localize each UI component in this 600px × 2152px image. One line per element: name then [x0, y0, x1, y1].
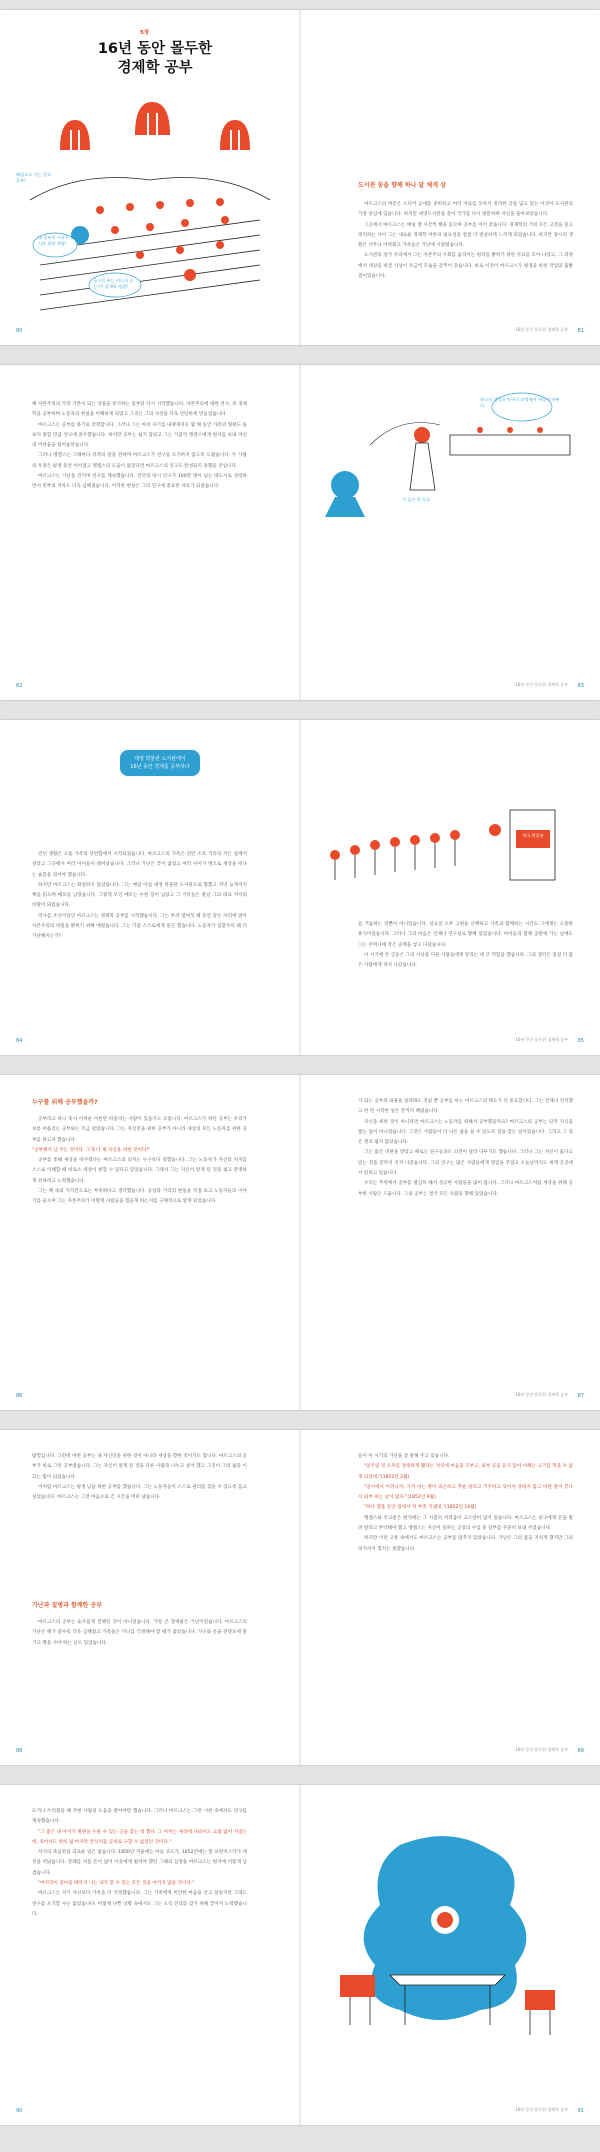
quote: "공부해서 남 주는 것이다. 그게 다 제 자신을 위한 것이다!" [32, 1147, 151, 1153]
paragraph: 런던 생활은 으뜸 가족의 단란함에서 시작되었습니다. 마르크스의 가족은 런던 소호 거리의 작은 집에서 살았고 그곳에서 여러 아이들이 태어났습니다. 그러나 가난은 끝이 없었고 여러 아이가 병으로 세상을 떠나는 슬픔을 겪어야 했습니다. [32, 852, 247, 878]
page-number: 90 [16, 2108, 23, 2114]
spread-6 [0, 1785, 600, 2125]
running-head: 16년 동안 몰두한 경제학 공부 [515, 1747, 568, 1752]
desk-illustration [330, 1825, 570, 2045]
paragraph: 가 되는 공부의 내용을 살펴봐도 것일 뿐 공부를 하는 마르크스의 태도가 더 중요합니다. 그는 언제나 진지했고 한 번 시작한 일은 끝까지 해냈습니다. [358, 1099, 573, 1115]
museum-illustration [320, 800, 580, 890]
caption-top: 하나의 생각과 연구의 과정에서 세상이 바뀐다. [480, 397, 560, 408]
running-head: 16년 동안 몰두한 경제학 공부 [515, 327, 568, 332]
quote: "하나 열흘 동안 집에서 저 부족 지냈네."(1852년 10월) [364, 1505, 477, 1511]
body-text [358, 1452, 573, 1555]
body-text [358, 200, 573, 282]
speech-2: 내 공부의 시작은 도서관 뒤편 책장! [38, 235, 75, 246]
blue-figure [331, 471, 359, 499]
library-drawing [20, 80, 280, 320]
page-88 [0, 1430, 300, 1765]
museum-sign: 영국 박물관 [522, 833, 544, 838]
running-head: 16년 동안 몰두한 경제학 공부 [515, 1037, 568, 1042]
quote: "일시에서 이러니까, 가까 아는 병이 피곤하고 추운 달리고 거주하고 있어서 상하지 않고 비싼 말이 끝나서 외부 쉬는 날이 없다."(1852년 9월) [358, 1484, 573, 1501]
page-number: 81 [577, 328, 584, 334]
page-number: 85 [577, 1038, 584, 1044]
page-84 [0, 720, 300, 1055]
desk-drawing [330, 1825, 570, 2045]
paragraph: 도서관의 창가 자리에서 그는 자본주의 사회를 움직이는 원리를 밝히기 위한 자료를 모아 나갔고, 그 과정에서 세상을 바꿀 사상이 조금씩 모습을 갖추어 갔습니다. 바로 이것이 마르크스가 평생을 바친 작업의 출발점이었습니다. [358, 253, 573, 280]
paragraph: 엥겔스와 주고받은 편지에는 그 시절의 어려움이 고스란히 담겨 있습니다. 마르크스는 친구에게 돈을 빌려 달라고 부탁해야 했고 엥겔스는 자신이 일하는 공장의 수입 중 일부를 꾸준히 보내 주었습니다. [358, 1515, 573, 1532]
bubble-line1: 대영 박물관 도서관에서 [134, 756, 186, 762]
speech-3: 국가의 부는 어디서 오는가? 경제학 정말! [93, 278, 134, 289]
bubble-line2: 16년 동안 경제를 공부하다 [130, 764, 190, 770]
marx-engels-illustration [310, 385, 590, 525]
red-chair-right [525, 1990, 555, 2010]
library-illustration [16, 80, 280, 320]
quote: "그 좋은 내 아이가 병원을 누울 수 있는 곳을 찾는 데 했다. 그 아이는 세상에 나와서도 요람 없이 지냈는데, 죽어서도 편히 쉴 마지막 안식처를 곧바로 구할 수 없었던 것이다." [32, 1829, 247, 1845]
paragraph: 역사를 조선이었던 마르크스는 경제학 공부를 시작했습니다. 그는 무려 열여섯 해 동안 같은 자리에 앉아 자본주의의 비밀을 밝히기 위해 애썼습니다. 그는 가끔 스스로에게 묻곤 했습니다. 노동자가 일할수록 왜 더 가난해지는가? [32, 913, 247, 940]
body-text-2 [32, 1618, 247, 1649]
page-87 [300, 1075, 600, 1410]
page-82 [0, 365, 300, 700]
body-text [32, 400, 247, 493]
paragraph: 하지만 마르크스는 좌절하지 않았습니다. 그는 매일 아침 대영 박물관 도서관으로 향했고 저녁 늦게까지 책을 읽으며 메모를 남겼습니다. 그렇게 모인 메모는 수천 장이 넘었고 그 기록들은 훗날 그의 대표 저서의 바탕이 되었습니다. [32, 882, 247, 909]
page-number: 80 [16, 328, 23, 334]
paragraph: 를 거듭하는 것뿐이 아니었습니다. 일요일 오후 고원을 산책하고 가족과 함께하는 시간도 그에게는 소중한 휴식이었습니다. 그러나 그의 마음은 언제나 연구실로 향해 있었습니다. 아이들과 함께 공원에 가는 날에도 그는 주머니에 작은 공책을 넣고 다녔습니다. [358, 922, 573, 948]
subheading: 가난과 질병과 함께한 공부 [32, 1602, 103, 1609]
running-head: 16년 동안 몰두한 경제학 공부 [515, 1392, 568, 1397]
page-number: 83 [577, 683, 584, 689]
spread-4 [0, 1075, 600, 1410]
page-86 [0, 1075, 300, 1410]
paragraph: 마르크스는 가난을 견디며 연구를 계속했습니다. 런던의 당시 인구가 100만 명이 넘는 대도시로 성장하면서 빈부의 격차도 더욱 심해졌습니다. 이러한 현실은 그의 연구에 중요한 자료가 되었습니다. [32, 474, 247, 490]
page-number: 91 [577, 2108, 584, 2114]
page-number: 82 [16, 683, 23, 689]
red-arch-windows [60, 102, 250, 150]
paragraph: 그러나 엥겔스는 그때마다 격려의 말을 전하며 마르크스가 연구를 포기하지 않도록 도왔습니다. 두 사람의 우정은 평생 동안 이어졌고 엥겔스의 도움이 없었다면 마르크스의 연구도 완성되지 못했을 것입니다. [32, 453, 247, 469]
paragraph: 우리는 주위에서 공부를 열심히 해서 성공한 사람들을 많이 봅니다. 그러나 마르크스처럼 세상을 위해 공부한 사람은 드뭅니다. 그의 공부는 결국 모든 사람을 향해 있었습니다. [358, 1181, 573, 1197]
spread-1 [0, 10, 600, 345]
page-number: 84 [16, 1038, 23, 1044]
page-number: 88 [16, 1748, 23, 1754]
page-91 [300, 1785, 600, 2125]
running-head: 16년 동안 몰두한 경제학 공부 [515, 682, 568, 687]
paragraph: 하지만 이런 고통 속에서도 마르크스는 공부를 멈추지 않았습니다. 가난은 그의 몸을 지치게 했지만 그의 의지까지 꺾지는 못했습니다. [358, 1536, 573, 1552]
page-89 [300, 1430, 600, 1765]
paragraph: 자신을 위한 것이 아니라면 마르크스는 노동자를 위해서 공부했을까요? 마르크스의 공부는 단지 지식을 쌓는 일이 아니었습니다. 그것은 사람들이 더 나은 삶을 살 수 있도록 길을 찾는 일이었습니다. 그리고 그 길은 결코 쉽지 않았습니다. [358, 1119, 573, 1146]
page-number: 89 [577, 1748, 584, 1754]
spread-3 [0, 720, 600, 1055]
body-text [358, 920, 573, 971]
subheading: 누구를 위해 공부했을까? [32, 1099, 98, 1106]
page-80 [0, 10, 300, 345]
paragraph: 공부를 통해 세상을 바꾸겠다는 마르크스의 의지는 누구보다 강했습니다. 그는 노동자가 자신의 처지를 스스로 이해할 때 비로소 세상이 변할 수 있다고 믿었습니다. 그래서 그는 자신이 알게 된 것을 쉽고 분명하게 전하려고 노력했습니다. [32, 1158, 247, 1184]
paragraph: 그곳에서 마르크스는 매일 열 시간씩 책을 읽으며 공부를 이어 갔습니다. 경제학의 거의 모든 고전을 읽고 정리하는 사이 그는 새로운 경제학 이론의 필요성을 점점 더 절실하게 느끼게 되었습니다. 하지만 당시의 생활은 너무나 어려웠고 가족들은 가난에 시달렸습니다. [358, 222, 573, 249]
page-90 [0, 1785, 300, 2125]
body-text [358, 1097, 573, 1200]
paragraph: 뜨거나 쓰러졌을 때 주변 사람의 도움을 받아야만 했습니다. 그러나 마르크스는 그런 시련 속에서도 연구를 계속했습니다. [32, 1809, 247, 1825]
chapter-title-line2: 경제학 공부 [117, 60, 193, 76]
paragraph: 이 시기에 쓴 글들은 그의 사상을 다른 사람들에게 알리는 데 큰 역할을 했습니다. 그의 생각은 점점 더 많은 사람에게 퍼져 나갔습니다. [358, 952, 573, 969]
spread-5 [0, 1430, 600, 1765]
paragraph: 자식의 죽음만큼 괴로운 일은 없습니다. 1850년 겨울에는 아들 귀도가, 1852년에는 딸 프란치스카가 세상을 떠났습니다. 장례를 치를 돈이 없어 이웃에게 빌려야 했던 그때의 심정을 마르크스는 편지에 이렇게 남겼습니다. [32, 1850, 247, 1876]
callout-bubble [120, 750, 200, 776]
caption-bottom: 이 둘은 한 동료 [402, 497, 431, 502]
body-text [32, 850, 247, 943]
chapter-kicker: 5장 [140, 30, 150, 36]
paragraph: 탐험입니다. 그런데 어떤 공부는 내 자신만을 위한 것이 아니라 세상을 향한 것이기도 합니다. 마르크스의 공부가 바로 그런 공부였습니다. 그는 자신이 알게 된 것을 다른 사람과 나누고 싶어 했고 그것이 그의 삶을 이끄는 힘이 되었습니다. [32, 1454, 247, 1480]
speech-1: 레임으로 가는 길도 공부! [16, 172, 52, 183]
paragraph: 들이 이 시기의 가난을 잘 말해 주고 있습니다. [358, 1454, 450, 1459]
paragraph: 마르크스는 자기 자신보다 가족을 더 걱정했습니다. 그는 가족에게 미안한 마음을 안고 살았지만 그래도 연구를 포기할 수는 없었습니다. 이렇게 나쁜 상황 속에서도 그는 오직 진리를 찾기 위해 끝까지 노력했습니다. [32, 1891, 247, 1917]
page-81 [300, 10, 600, 345]
page-number: 86 [16, 1393, 23, 1399]
quote: "마지막이 찾아올 때까지 나는 내가 할 수 있는 모든 것을 아끼지 않을 것이다." [38, 1881, 195, 1887]
paragraph: 마르크스는 공부를 하기로 작정합니다. 그러나 그는 마치 자기를 내팽개치듯 몇 해 동안 가족의 형편도 돌보지 못할 만큼 연구에 몰두했습니다. 하지만 공부는 쉽지 않았고 그는 가끔씩 엥겔스에게 편지를 보내 자신의 어려움을 털어놓았습니다. [32, 422, 247, 449]
paragraph: 그는 책 속의 지식만으로는 부족하다고 생각했습니다. 공장과 거리의 현실을 직접 보고 노동자들의 이야기를 들으며 그는 자본주의가 어떻게 사람들을 힘들게 하는지를 구체적으로 알게 되었습니다. [32, 1189, 247, 1205]
page-83 [300, 365, 600, 700]
chapter-title [60, 40, 250, 78]
running-head: 16년 동안 몰두한 경제학 공부 [515, 2107, 568, 2112]
page-85 [300, 720, 600, 1055]
body-text [32, 1115, 247, 1208]
body-text [32, 1452, 247, 1503]
page-number: 87 [577, 1393, 584, 1399]
queue-drawing [320, 800, 580, 890]
paragraph: 마르크스의 공부는 순조롭게 진행된 것이 아니었습니다. 가장 큰 장애물은 가난이었습니다. 마르크스의 가난은 해가 갈수록 더욱 심해졌고 가족들은 끼니를 걱정해야 할 때가 많았습니다. 가구와 옷을 전당포에 맡기고 빵을 사야 하는 날도 있었습니다. [32, 1620, 247, 1646]
red-chair-left [340, 1975, 375, 1997]
paragraph: 그는 많은 비판을 받았고 때로는 친구들과도 의견이 달라 다투기도 했습니다. 그러나 그는 자신이 옳다고 믿는 것을 끝까지 지켜 나갔습니다. 그의 연구는 많은 사람들에게 영감을 주었고 오늘날까지도 세계 곳곳에서 읽히고 있습니다. [358, 1150, 573, 1177]
spread-2 [0, 365, 600, 700]
subheading: 도서관 꿈을 향해 하나 달 체게 삼 [358, 182, 446, 189]
quote: "일주일 전 오후를 결정하게 됐다는 저녁에 마음을 꼬부고, 외부 공을 듣지 않아 이해는 크기를 먹을 수 없게 되었네."(1852년 2월) [358, 1464, 573, 1480]
chapter-title-line1: 16년 동안 몰두한 [97, 41, 213, 57]
paragraph: 공부라고 하니 혹시 어려운 이론만 떠올리는 사람이 있을지도 모릅니다. 마르크스가 하던 공부는 우리가 보통 떠올리는 공부와는 조금 달랐습니다. 그는 자신만을 위한 공부가 아니라 세상의 모든 노동자를 위한 공부를 하고자 했습니다. [32, 1117, 247, 1143]
paragraph: 해 자본주의의 가장 기본이 되는 상품을 분석하는 일부터 다시 시작했습니다. 자본주의에 대한 연구, 즉 경제학을 공부하며 노동자의 현실을 이해하게 되었고 그것은 그의 사상을 더욱 단단하게 만들었습니다. [32, 402, 247, 418]
paragraph: 마르크스의 버릇은 드디어 공세를 준비하고 여러 자료를 모아서 정리한 글을 담고 있는 이것이 도서관의 가장 중심에 있습니다. 하지만 대영도서관을 찾아 국가를 다시 방문하며 자신을 돌아보았습니다. [358, 202, 573, 218]
body-text [32, 1807, 247, 1920]
paragraph: 이처럼 마르크스는 평생 남을 위한 공부를 했습니다. 그는 노동자들이 스스로 권리를 찾을 수 있도록 돕고 싶었습니다. 마르크스는 그런 마음으로 긴 시간을 버텨 냈습니다. [32, 1484, 247, 1501]
